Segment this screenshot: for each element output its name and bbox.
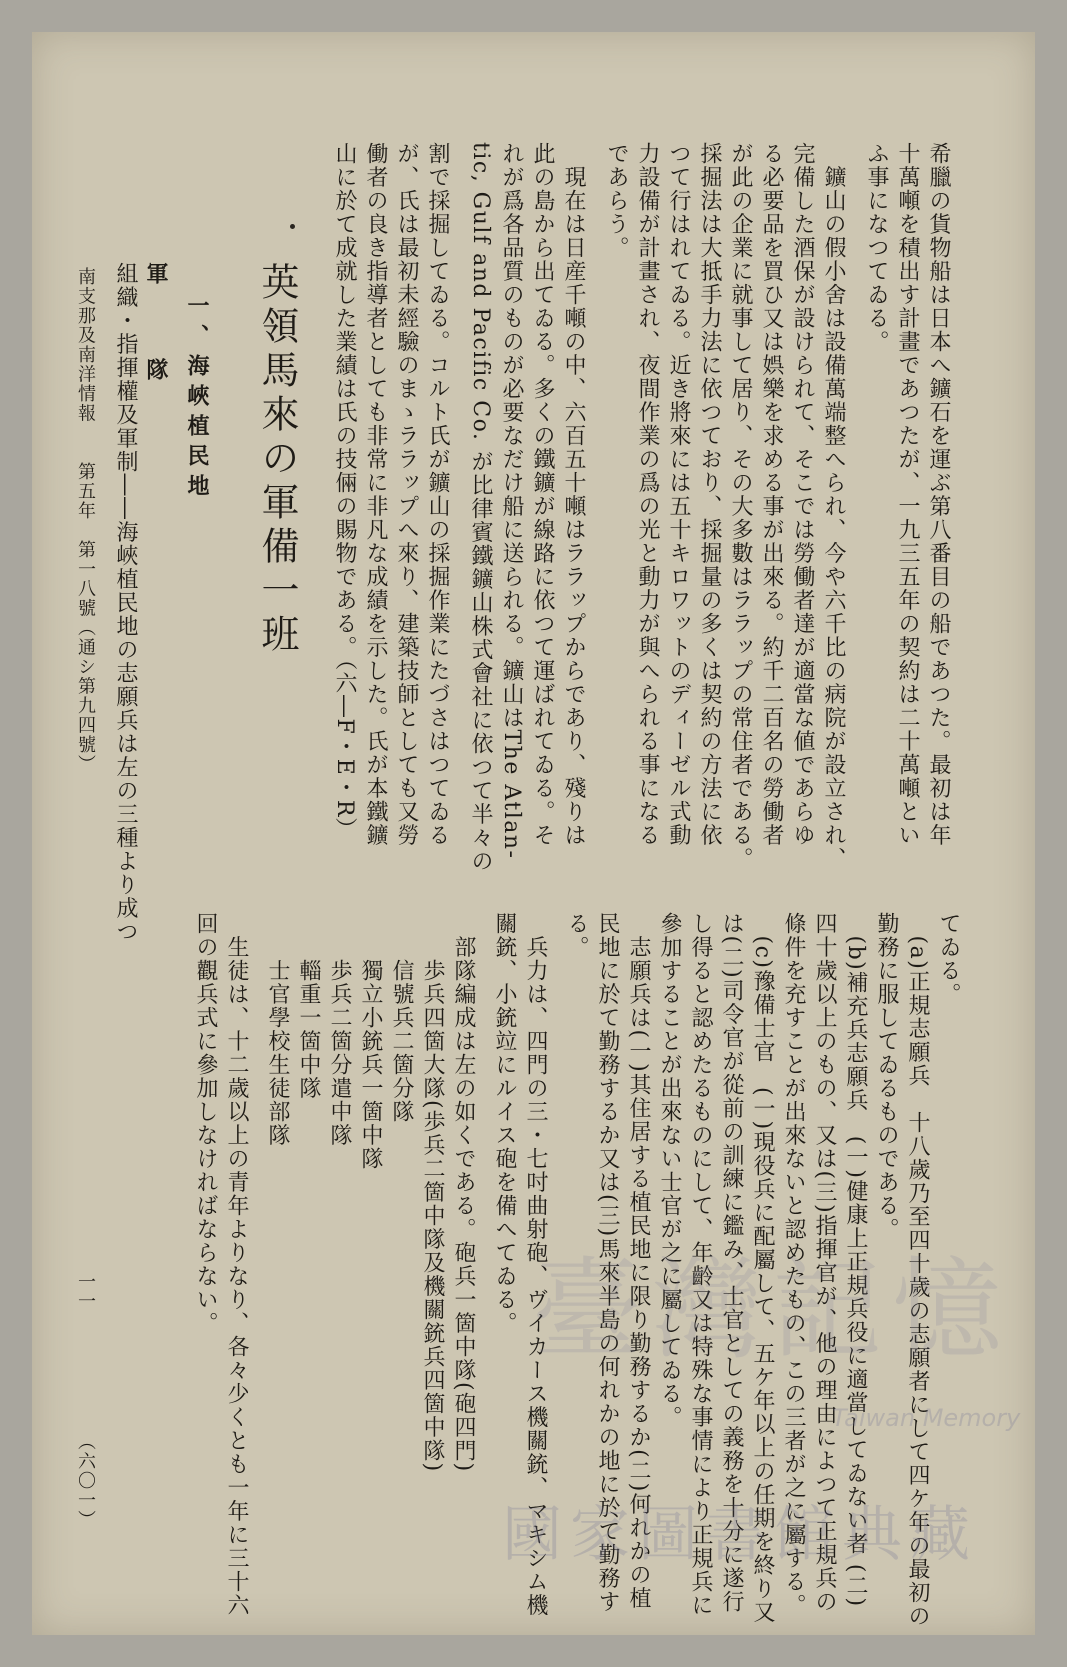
upper-column: 割で採掘してゐる。コルト氏が鑛山の採掘作業にたづさはつてゐる — [425, 142, 450, 847]
lower-column: 關銃、小銃竝にルイス砲を備へてゐる。 — [492, 912, 517, 1335]
watermark-institution-text: 國家圖書館典藏 — [502, 1500, 978, 1570]
lower-column: 歩兵四箇大隊(歩兵二箇中隊及機關銃兵四箇中隊) — [420, 912, 445, 1473]
issue-number: 第五年 第一八號（通シ第九四號） — [75, 462, 96, 774]
lower-column: る。 — [564, 912, 589, 959]
lower-column: 參加することが出來ない士官が之に屬してゐる。 — [657, 912, 682, 1429]
lower-column: 條件を充すことが出來ないと認めたもの、この三者が之に屬する。 — [781, 912, 806, 1617]
upper-column: 現在は日産千噸の中、六百五十噸はララップからであり、殘りは — [561, 142, 586, 847]
upper-column: 働者の良き指導者としても非常に非凡な成績を示した。氏が本鐵鑛 — [363, 142, 388, 847]
lower-column: 部隊編成は左の如くである。砲兵一箇中隊(砲四門) — [451, 912, 476, 1473]
lower-column: 勤務に服してゐるものである。 — [874, 912, 899, 1241]
lower-column: 信號兵二箇分隊 — [389, 912, 414, 1124]
bullet-dot — [290, 224, 295, 229]
lower-column: 回の觀兵式に參加しなければならない。 — [193, 912, 218, 1335]
upper-column: つて行はれてゐる。近き將來には五十キロワットのディーゼル式動 — [666, 142, 691, 847]
watermark-latin-text: Taiwan Memory — [832, 1404, 1021, 1432]
lower-column: (a)正規志願兵 十八歲乃至四十歲の志願者にして四ケ年の最初の — [905, 912, 930, 1629]
lower-column: 獨立小銃兵一箇中隊 — [358, 912, 383, 1171]
lower-column: (c)豫備士官 (一)現役兵に配屬して、五ケ年以上の任期を終り又 — [750, 912, 775, 1625]
lower-column: (b)補充兵志願兵 (一)健康上正規兵役に適當してゐない者 (二) — [843, 912, 868, 1608]
lower-column: 民地に於て勤務するか又は(三)馬來半島の何れかの地に於て勤務す — [595, 912, 620, 1614]
upper-column: が此の企業に就事して居り、その大多數はララップの常住者である。 — [728, 142, 753, 871]
upper-column: 山に於て成就した業績は氏の技倆の賜物である。（六―F・E・R） — [332, 142, 357, 842]
page-number-total: （六〇一） — [75, 1432, 96, 1530]
lower-column: 輜重一箇中隊 — [296, 912, 321, 1100]
lower-column: は(二)司令官が從前の訓練に鑑み、士官としての義務を十分に遂行 — [719, 912, 744, 1614]
lower-column: 生徒は、十二歲以上の青年よりなり、各々少くとも一年に三十六 — [224, 912, 249, 1617]
lower-column: てゐる。 — [936, 912, 961, 1006]
lower-column: し得ると認めたるものにして、年齡又は特殊な事情により正規兵に — [688, 912, 713, 1617]
upper-column: 採掘法は大抵手力法に依つており、採掘量の多くは契約の方法に依 — [697, 142, 722, 847]
lower-column: 士官學校生徒部隊 — [265, 912, 290, 1147]
upper-column: れが爲各品質のものが必要なだけ船に送られる。鑛山はThe Atlan- — [499, 142, 524, 860]
article-title: 英領馬來の軍備一班 — [255, 262, 299, 658]
upper-column: であらう。 — [604, 142, 629, 260]
upper-column: が、氏は最初未經驗のまゝララップへ來り、建築技師としても又勞 — [394, 142, 419, 847]
lower-column: 志願兵は(一)其住居する植民地に限り勤務するか(二)何れかの植 — [626, 912, 651, 1611]
subsection-heading: 軍 隊 — [143, 262, 169, 390]
page-number-local: 一一 — [75, 1272, 96, 1311]
publication-name: 南支那及南洋情報 — [75, 267, 96, 423]
section-heading: 一、海峽植民地 — [184, 294, 210, 504]
watermark-brush-text: 臺灣記憶 — [532, 1246, 1012, 1374]
upper-column: る必要品を買ひ又は娯樂を求める事が出來る。約千二百名の勞働者 — [759, 142, 784, 847]
upper-column: 鑛山の假小舍は設備萬端整へられ、今や六千比の病院が設立され、 — [821, 142, 846, 871]
upper-column: 完備した酒保が設けられて、そこでは勞働者達が適當な値であらゆ — [790, 142, 815, 847]
upper-column: 力設備が計畫され、夜間作業の爲の光と動力が與へられる事になる — [635, 142, 660, 847]
upper-column: tic, Gulf and Pacific Co. が比律賓鐵鑛山株式會社に依つて半々の — [468, 142, 493, 873]
upper-column: 此の島から出てゐる。多くの鐵鑛が線路に依つて運ばれてゐる。そ — [530, 142, 555, 847]
lower-column: 歩兵二箇分遣中隊 — [327, 912, 352, 1147]
upper-column: 希臘の貨物船は日本へ鑛石を運ぶ第八番目の船であつた。最初は年 — [926, 142, 951, 847]
lower-column: 四十歲以上のもの、又は(三)指揮官が、他の理由によつて正規兵の — [812, 912, 837, 1614]
upper-column: 十萬噸を積出す計畫であつたが、一九三五年の契約は二十萬噸とい — [895, 142, 920, 847]
upper-column: 組織・指揮權及軍制――海峽植民地の志願兵は左の三種より成つ — [113, 262, 138, 944]
upper-column: ふ事になつてゐる。 — [864, 142, 889, 354]
document-page — [32, 32, 1035, 1635]
lower-column: 兵力は、四門の三・七吋曲射砲、ヴイカース機關銃、マキシム機 — [523, 912, 548, 1617]
